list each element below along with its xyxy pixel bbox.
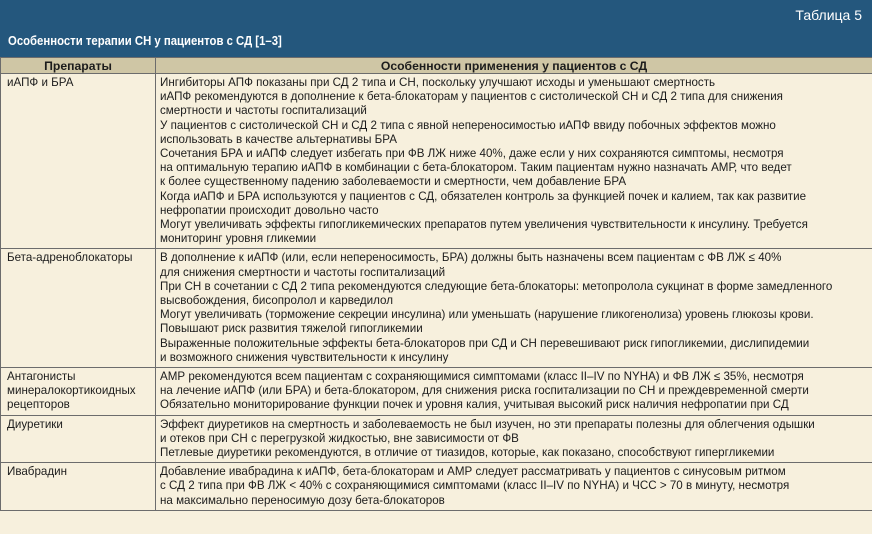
features-cell [156,74,872,249]
drug-name-line: рецепторов [7,398,70,412]
table-header-bar [0,0,872,57]
feature-text-line: Эффект диуретиков на смертность и заболеваемость не был изучен, но эти препараты полезны для облегчения одышки [160,417,815,431]
feature-text-line: При СН в сочетании с СД 2 типа рекомендуются следующие бета-блокаторы: метопролола сукцинат в форме замедленного [160,279,833,293]
drug-name-line: Диуретики [7,417,63,431]
drug-name-line: минералокортикоидных [7,384,136,398]
table-row [1,368,872,416]
feature-text-line: У пациентов с систолической СН и СД 2 типа с явной непереносимостью иАПФ ввиду побочных эффектов можно [160,118,776,132]
feature-text-line: использовать в качестве альтернативы БРА [160,132,397,146]
feature-text-line: на оптимальную терапию иАПФ в комбинации с бета-блокатором. Таким пациентам нужно назначать АМР, что ведет [160,161,792,175]
drug-name-line: Антагонисты [7,370,76,384]
feature-text-line: и отеков при СН с перегрузкой жидкостью, вне зависимости от ФВ [160,431,519,445]
feature-text-line: нефропатии происходит довольно часто [160,203,379,217]
feature-text-line: иАПФ рекомендуются в дополнение к бета-блокаторам у пациентов с систолической СН и СД 2 типа для снижения [160,90,783,104]
drug-cell [1,368,156,416]
drug-cell [1,463,156,511]
table-number: Таблица 5 [795,7,862,23]
table-row [1,463,872,511]
feature-text-line: для снижения смертности и частоты госпитализаций [160,265,446,279]
feature-text-line: АМР рекомендуются всем пациентам с сохраняющимися симптомами (класс II–IV по NYHA) и ФВ ЛЖ ≤ 35%, несмотря [160,370,804,384]
feature-text-line: Добавление ивабрадина к иАПФ, бета-блокаторам и АМР следует рассматривать у пациентов с синусовым ритмом [160,465,786,479]
feature-text-line: Когда иАПФ и БРА используются у пациентов с СД, обязателен контроль за функцией почек и калием, так как развитие [160,189,807,203]
therapy-table [0,57,872,511]
feature-text-line: высвобождения, бисопролол и карведилол [160,294,394,308]
column-header-drugs: Препараты [1,58,156,74]
table-row [1,249,872,368]
feature-text-line: и возможного снижения чувствительности к инсулину [160,350,449,364]
feature-text-line: Обязательно мониторирование функции почек и уровня калия, учитывая высокий риск наличия нефропатии при СД [160,398,789,412]
feature-text-line: Могут увеличивать эффекты гипогликемических препаратов путем увеличения чувствительности к инсулину. Требуется [160,218,808,232]
feature-text-line: Петлевые диуретики рекомендуются, в отличие от тиазидов, которые, как показано, способствуют гипергликемии [160,446,775,460]
feature-text-line: Могут увеличивать (торможение секреции инсулина) или уменьшать (нарушение гликогенолиза) уровень глюкозы крови. [160,308,814,322]
features-cell [156,463,872,511]
table-title: Особенности терапии СН у пациентов с СД [1–3] [8,33,282,48]
feature-text-line: Ингибиторы АПФ показаны при СД 2 типа и СН, поскольку улучшают исходы и уменьшают смертность [160,76,716,89]
feature-text-line: мониторинг уровня гликемии [160,232,317,246]
features-cell [156,415,872,463]
column-header-features: Особенности применения у пациентов с СД [156,58,872,74]
feature-text-line: Выраженные положительные эффекты бета-блокаторов при СД и СН перевешивают риск гипогликемии, дислипидемии [160,336,810,350]
features-cell [156,368,872,416]
feature-text-line: Повышают риск развития тяжелой гипогликемии [160,322,423,336]
drug-name-line: Ивабрадин [7,465,67,479]
drug-name-line: Бета-адреноблокаторы [7,251,133,265]
table-row [1,415,872,463]
feature-text-line: Сочетания БРА и иАПФ следует избегать при ФВ ЛЖ ниже 40%, даже если у них сохраняются симптомы, несмотря [160,147,784,161]
feature-text-line: на максимально переносимую дозу бета-блокаторов [160,493,445,507]
table-body [1,74,872,511]
feature-text-line: на лечение иАПФ (или БРА) и бета-блокатором, для снижения риска госпитализации по СН и преждевременной смерти [160,384,809,398]
drug-cell [1,74,156,249]
drug-cell [1,249,156,368]
feature-text-line: В дополнение к иАПФ (или, если непереносимость, БРА) должны быть назначены всем пациентам с ФВ ЛЖ ≤ 40% [160,251,782,265]
drug-name-line: иАПФ и БРА [7,76,74,89]
features-cell [156,249,872,368]
table-header-row [1,58,872,74]
feature-text-line: смертности и частоты госпитализаций [160,104,367,118]
table-row [1,74,872,249]
feature-text-line: с СД 2 типа при ФВ ЛЖ < 40% с сохраняющимися симптомами (класс II–IV по NYHA) и ЧСС > 70 в минуту, несмотря [160,479,790,493]
drug-cell [1,415,156,463]
feature-text-line: к более существенному падению заболеваемости и смертности, чем добавление БРА [160,175,627,189]
